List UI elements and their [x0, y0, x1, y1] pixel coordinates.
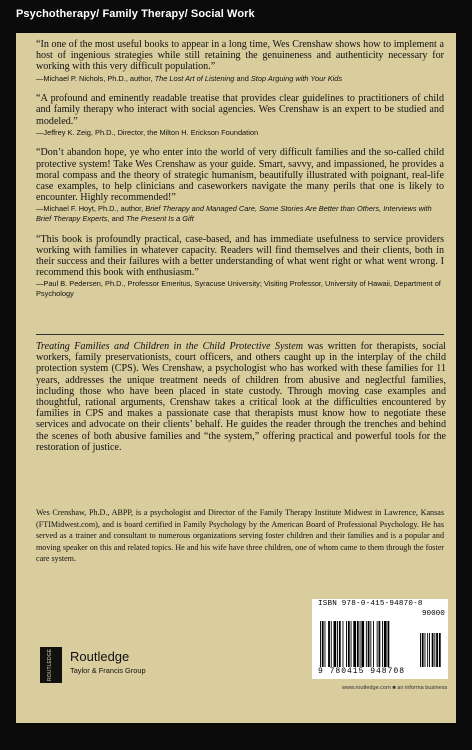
publisher-group: Taylor & Francis Group: [70, 666, 146, 675]
quote-attribution: —Michael F. Hoyt, Ph.D., author, Brief Therapy and Managed Care, Some Stories Are Better than Others, Interviews with Brief Therapy Experts, and The Present Is a Gift: [36, 204, 432, 224]
endorsement-quote: [36, 234, 444, 299]
divider-rule: [36, 334, 444, 335]
category-line: Psychotherapy/ Family Therapy/ Social Work: [16, 8, 255, 20]
routledge-logo-icon: [40, 647, 62, 683]
endorsements: [36, 39, 444, 309]
author-bio: Wes Crenshaw, Ph.D., ABPP, is a psychologist and Director of the Family Therapy Institute Midwest in Lawrence, Kansas (FTIMidwest.com), and is board certified in Family Psychology by the American Board of Professional Psychology. He has served as a trainer and consultant to numerous organizations serving foster children and their families and is a popular and moving speaker on this and related topics. He and his wife have three children, one of whom came to them through the foster care system.: [36, 508, 444, 563]
barcode-icon: [318, 621, 442, 667]
isbn-addon-price: 90000: [422, 610, 445, 618]
quote-text: “In one of the most useful books to appear in a long time, Wes Crenshaw shows how to implement a host of ingenious strategies while still retaining the genuineness and authenticity necessary for working with this very difficult population.”: [36, 39, 444, 73]
back-cover-panel: [16, 33, 456, 723]
footer-url: www.routledge.com ■ an informa business: [342, 685, 448, 691]
logo-vertical-text: ROUTLEDGE: [47, 648, 53, 682]
quote-attribution: —Michael P. Nichols, Ph.D., author, The Lost Art of Listening and Stop Arguing with Your Kids: [36, 73, 343, 83]
publisher-logo: [40, 647, 152, 682]
quote-text: “Don’t abandon hope, ye who enter into the world of very difficult families and the so-called child protective system! Take Wes Crenshaw as your guide. Smart, savvy, and impassioned, he provides a moral compass and the theory of strategic humanism, beautifully illustrated with poignant, real-life case examples, to help clinicians and caseworkers navigate the many perils that one is likely to encounter. Highly recommended!”: [36, 147, 444, 204]
description-body: was written for therapists, social workers, family preservationists, court officers, and others caught up in the interplay of the child protection system (CPS). Wes Crenshaw, a psychologist who has worked with these families for 11 years, addresses the unique treatment needs of children from abusive and neglectful families, including those who have been placed in state custody. Through moving case examples and thoughtful, rational arguments, Crenshaw takes a critical look at the difficulties encountered by families in CPS and makes a passionate case that therapists must know how to negotiate these services and advocate on their clients’ behalf. He guides the reader through the trenches and behind the scenes of both abusive families and “the system,” offering practical and powerful tools for the restoration of justice.: [36, 341, 446, 453]
book-title: Treating Families and Children in the Child Protective System: [36, 341, 304, 352]
endorsement-quote: [36, 93, 444, 137]
book-description: [36, 341, 446, 453]
isbn-barcode-box: [312, 599, 448, 679]
quote-text: “This book is profoundly practical, case-based, and has immediate usefulness to service providers working with families in whatever capacity. Readers will find themselves and their clients, both in their success and their failures with a better understanding of what went right or what went wrong. I recommend this book with enthusiasm.”: [36, 233, 444, 279]
publisher-name: Routledge: [70, 649, 130, 664]
quote-attribution: —Jeffrey K. Zeig, Ph.D., Director, the Milton H. Erickson Foundation: [36, 127, 259, 137]
quote-attribution: —Paul B. Pedersen, Ph.D., Professor Emeritus, Syracuse University; Visiting Professor, University of Hawaii, Department of Psychology: [36, 279, 441, 299]
barcode-number: 9 780415 948708: [318, 667, 406, 676]
quote-text: “A profound and eminently readable treatise that provides clear guidelines to practitioners of child and family therapy who interact with social agencies. Wes Crenshaw is an expert to be studied and modeled.”: [36, 93, 444, 127]
endorsement-quote: [36, 147, 444, 223]
isbn-label: ISBN 978-0-415-94870-8: [318, 600, 423, 608]
endorsement-quote: [36, 39, 444, 83]
